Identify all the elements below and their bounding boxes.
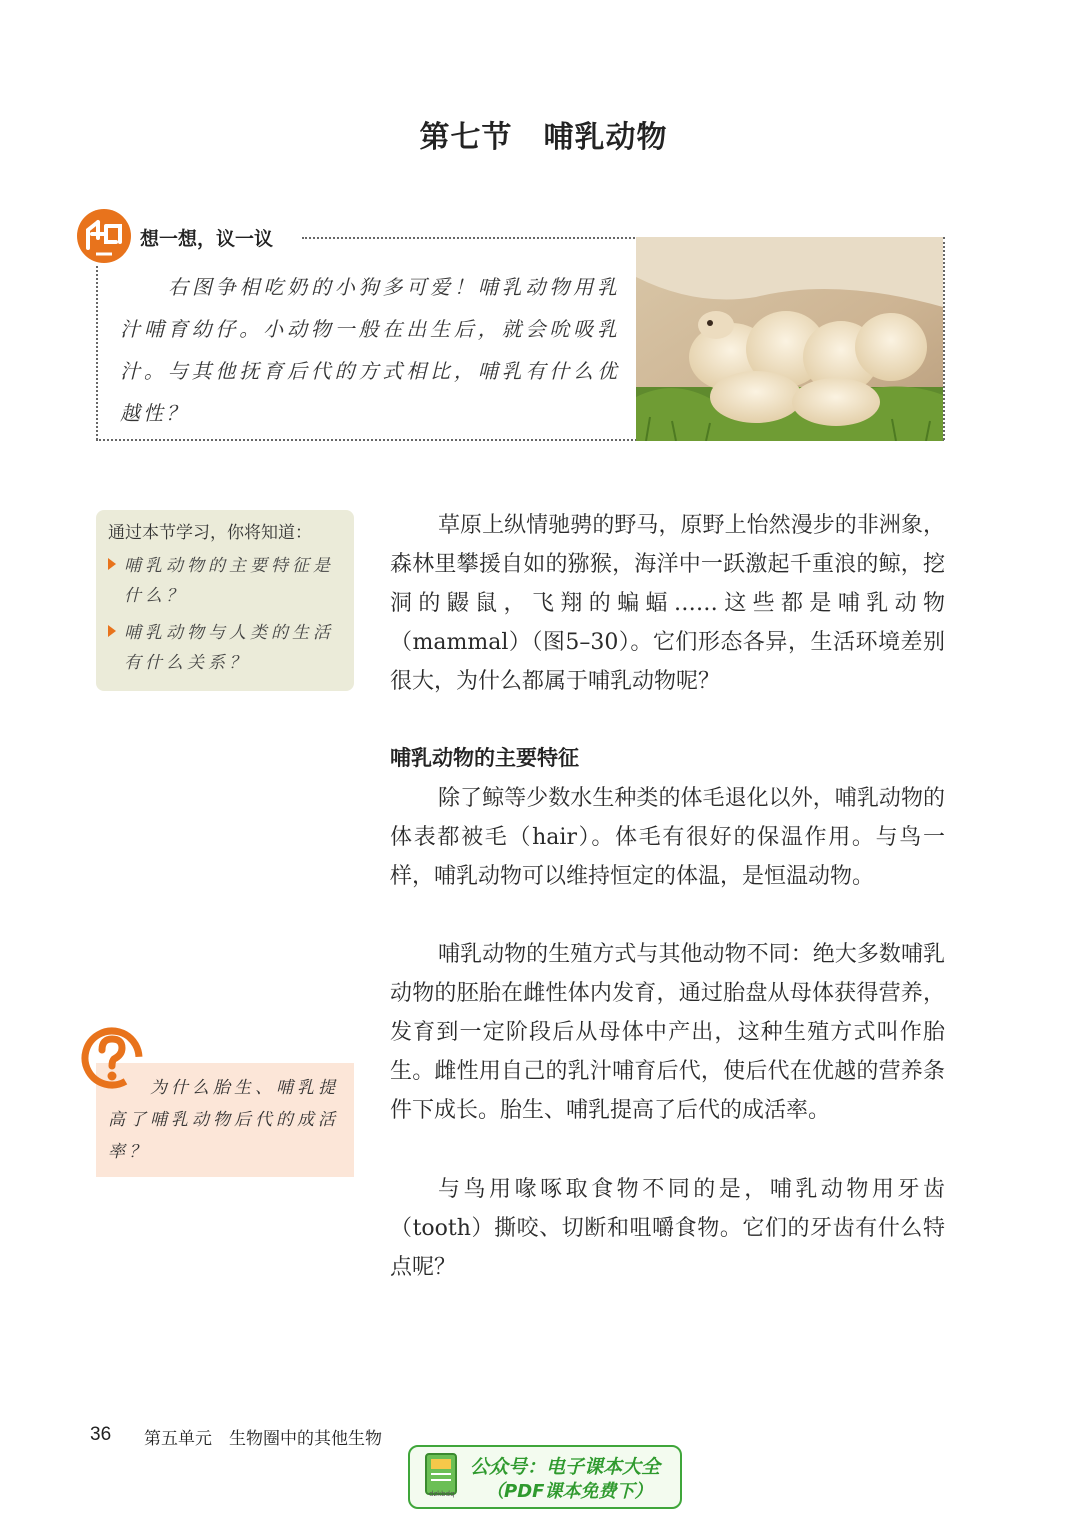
intro-paragraph: 草原上纵情驰骋的野马，原野上怡然漫步的非洲象，森林里攀援自如的猕猴，海洋中一跃激起千重浪的鲸，挖洞的鼹鼠，飞翔的蝙蝠……这些都是哺乳动物（mammal）（图5–30）。它们形态各异，生活环境差别很大，为什么都属于哺乳动物呢？ — [390, 513, 945, 694]
bullet-arrow-icon — [108, 625, 116, 637]
watermark-line2: （PDF课本免费下） — [486, 1481, 653, 1502]
footer-unit-title: 第五单元 生物圈中的其他生物 — [144, 1429, 382, 1449]
think-discuss-icon — [76, 208, 132, 264]
watermark-small-text: dzkbdq — [429, 1490, 455, 1498]
objective-item: 哺乳动物的主要特征是 什么？ — [108, 551, 348, 611]
bullet-arrow-icon — [108, 558, 116, 570]
objectives-heading: 通过本节学习，你将知道： — [108, 523, 312, 543]
body-paragraph: 除了鲸等少数水生种类的体毛退化以外，哺乳动物的体表都被毛（hair）。体毛有很好的保温作用。与鸟一样，哺乳动物可以维持恒定的体温，是恒温动物。 — [390, 786, 945, 889]
section-subheading: 哺乳动物的主要特征 — [390, 746, 579, 770]
body-paragraph: 哺乳动物的生殖方式与其他动物不同：绝大多数哺乳动物的胚胎在雌性体内发育，通过胎盘从母体获得营养，发育到一定阶段后从母体中产出，这种生殖方式叫作胎生。雌性用自己的乳汁哺育后代，使后代在优越的营养条件下成长。胎生、哺乳提高了后代的成活率。 — [390, 942, 945, 1123]
dotted-border — [96, 266, 98, 440]
page-title: 第七节 哺乳动物 — [419, 120, 668, 155]
think-discuss-text: 右图争相吃奶的小狗多可爱！哺乳动物用乳汁哺育幼仔。小动物一般在出生后，就会吮吸乳汁。与其他抚育后代的方式相比，哺乳有什么优越性？ — [120, 275, 620, 425]
puppies-nursing-photo — [636, 237, 943, 441]
question-text: 为什么胎生、哺乳提高了哺乳动物后代的成活率？ — [108, 1078, 339, 1162]
body-paragraph: 与鸟用喙啄取食物不同的是，哺乳动物用牙齿（tooth）撕咬、切断和咀嚼食物。它们的牙齿有什么特点呢？ — [390, 1177, 945, 1280]
watermark-line1: 公众号：电子课本大全 — [470, 1456, 661, 1478]
dotted-divider — [302, 237, 635, 239]
think-discuss-label: 想一想，议一议 — [140, 228, 274, 250]
objective-item: 哺乳动物与人类的生活 有什么关系？ — [108, 618, 348, 678]
page-number: 36 — [90, 1424, 112, 1445]
dotted-border — [943, 237, 945, 440]
